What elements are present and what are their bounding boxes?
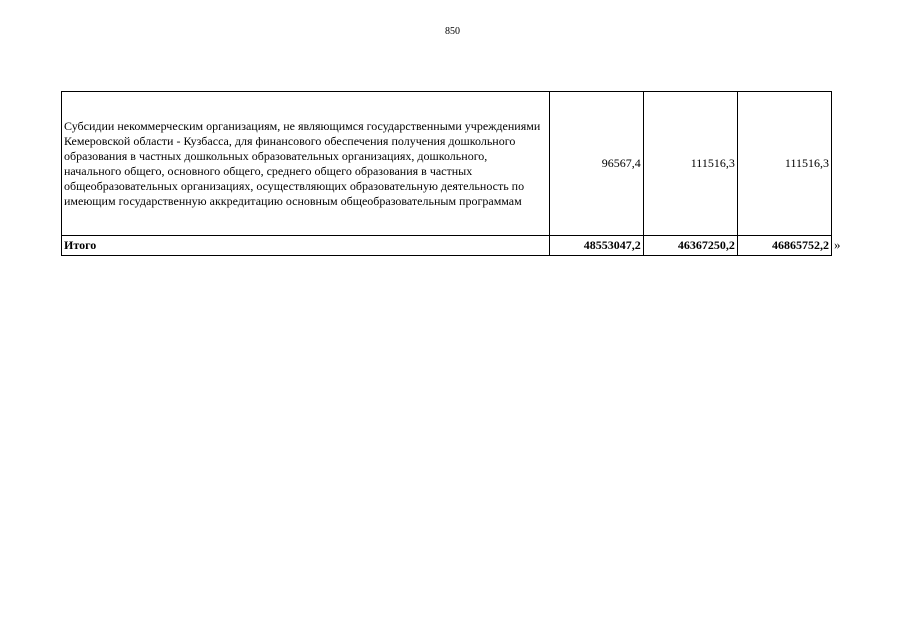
total-value-year-1: 48553047,2 <box>549 236 643 256</box>
total-label: Итого <box>62 236 550 256</box>
total-value-year-3: 46865752,2 <box>737 236 831 256</box>
row-value-year-3: 111516,3 <box>737 92 831 236</box>
page-number: 850 <box>445 26 460 37</box>
row-description: Субсидии некоммерческим организациям, не являющимся государственными учреждениями Кемеровской области - Кузбасса, для финансового обеспечения получения дошкольного образования в частных дошкольных образовательных организациях, дошкольного, начального общего, основного общего, среднего общего образования в частных общеобразовательных организациях, осуществляющих образовательную деятельность по имеющим государственную аккредитацию основным общеобразовательным программам <box>62 92 550 236</box>
closing-quote-mark: » <box>834 237 841 252</box>
total-value-year-2: 46367250,2 <box>643 236 737 256</box>
budget-table <box>61 91 832 256</box>
row-value-year-1: 96567,4 <box>549 92 643 236</box>
row-value-year-2: 111516,3 <box>643 92 737 236</box>
total-row <box>62 236 832 256</box>
table-row <box>62 92 832 236</box>
